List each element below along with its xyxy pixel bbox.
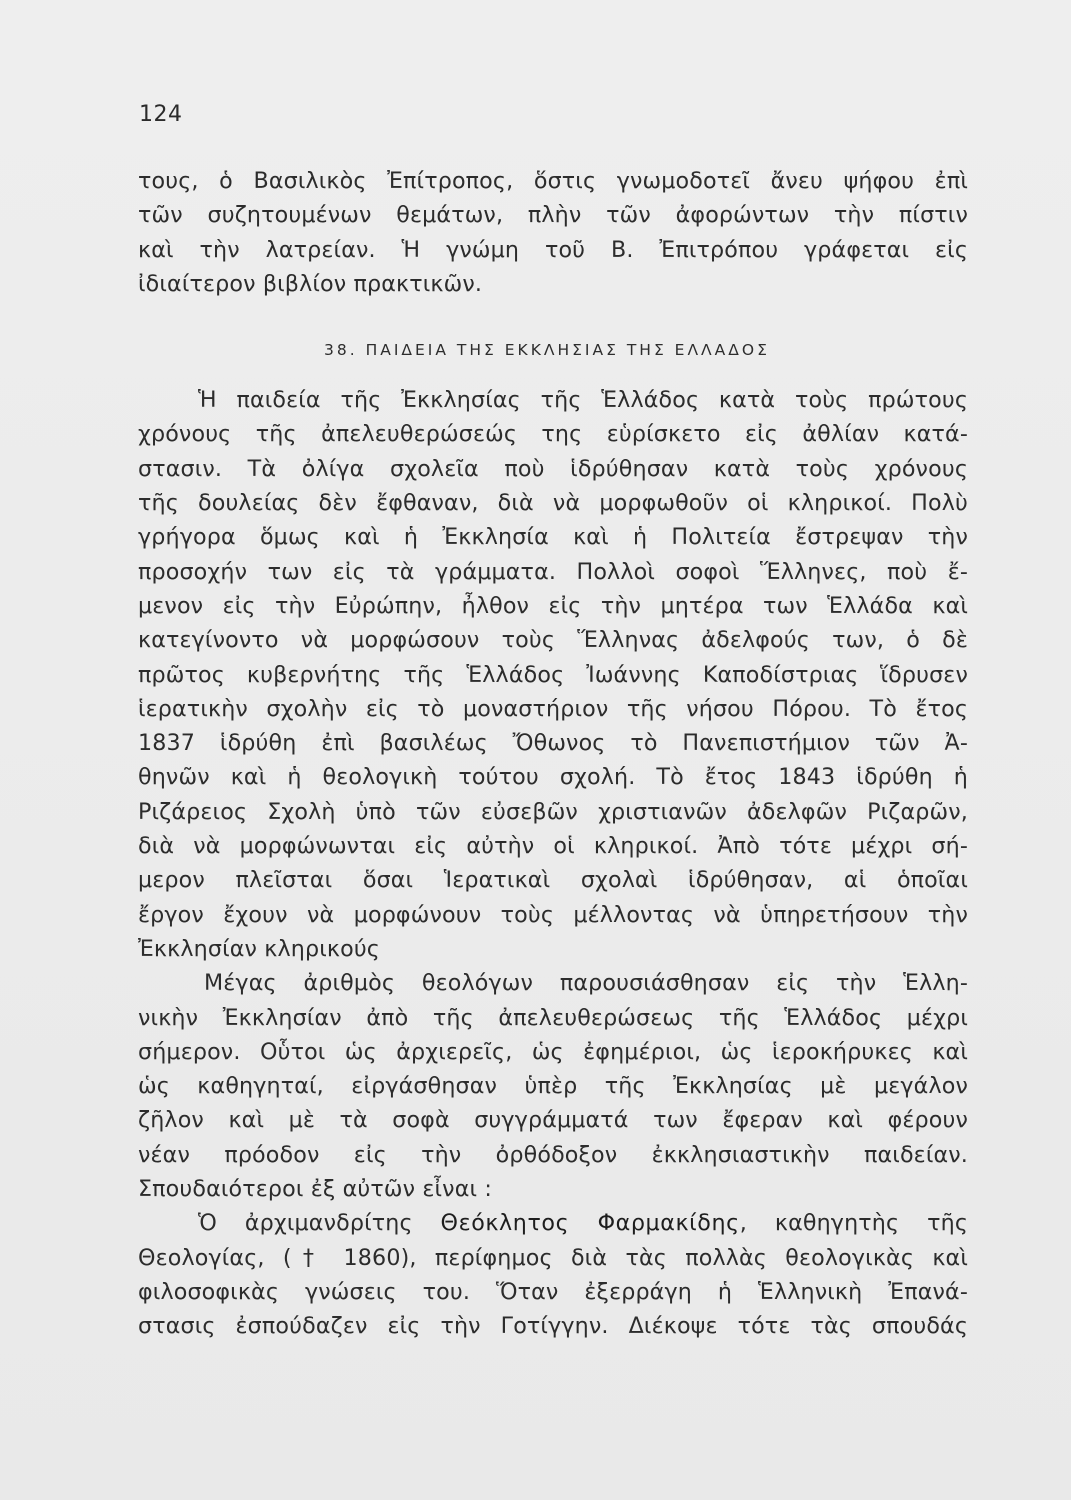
- text-line: Σπουδαιότεροι ἐξ αὐτῶν εἶναι :: [138, 1176, 492, 1203]
- paragraph-intro: [138, 164, 968, 301]
- text-line: γρήγορα ὅμως καὶ ἡ Ἐκκλησία καὶ ἡ Πολιτεία ἔστρεψαν τὴν: [138, 524, 968, 551]
- text-line: ἰδιαίτερον βιβλίον πρακτικῶν.: [138, 270, 483, 297]
- text-line: καὶ τὴν λατρείαν. Ἡ γνώμη τοῦ Β. Ἐπιτρόπου γράφεται εἰς: [138, 236, 968, 263]
- text-line: φιλοσοφικὰς γνώσεις του. Ὅταν ἐξερράγη ἡ Ἑλληνικὴ Ἐπανά-: [138, 1278, 968, 1305]
- text-line: μερον πλεῖσται ὅσαι Ἱερατικαὶ σχολαὶ ἱδρύθησαν, αἱ ὁποῖαι: [138, 867, 968, 894]
- text-line: κατεγίνοντο νὰ μορφώσουν τοὺς Ἕλληνας ἀδελφούς των, ὁ δὲ: [138, 627, 968, 654]
- text-line: διὰ νὰ μορφώνωνται εἰς αὐτὴν οἱ κληρικοί. Ἀπὸ τότε μέχρι σή-: [138, 833, 968, 860]
- page-number: 124: [139, 102, 183, 127]
- text-line: Μέγας ἀριθμὸς θεολόγων παρουσιάσθησαν εἰς τὴν Ἑλλη-: [204, 970, 968, 997]
- page-content: [138, 164, 968, 1344]
- text-line: Θεολογίας, († 1860), περίφημος διὰ τὰς πολλὰς θεολογικὰς καὶ: [138, 1244, 968, 1271]
- paragraph-theologians: [138, 966, 968, 1206]
- text-line: Ἡ παιδεία τῆς Ἐκκλησίας τῆς Ἑλλάδος κατὰ τοὺς πρώτους: [198, 387, 968, 414]
- text-line: ὡς καθηγηταί, εἰργάσθησαν ὑπὲρ τῆς Ἐκκλησίας μὲ μεγάλον: [138, 1073, 968, 1100]
- paragraph-farmakidis: [138, 1206, 968, 1343]
- text-line: τῶν συζητουμένων θεμάτων, πλὴν τῶν ἀφορώντων τὴν πίστιν: [138, 202, 968, 229]
- text-line: νικὴν Ἐκκλησίαν ἀπὸ τῆς ἀπελευθερώσεως τῆς Ἑλλάδος μέχρι: [138, 1004, 968, 1031]
- text-line: ζῆλον καὶ μὲ τὰ σοφὰ συγγράμματά των ἔφεραν καὶ φέρουν: [138, 1107, 968, 1134]
- section-heading: 38. ΠΑΙΔΕΙΑ ΤΗΣ ΕΚΚΛΗΣΙΑΣ ΤΗΣ ΕΛΛΑΔΟΣ: [324, 341, 770, 360]
- text-line: 1837 ἱδρύθη ἐπὶ βασιλέως Ὄθωνος τὸ Πανεπιστήμιον τῶν Ἀ-: [138, 730, 968, 757]
- text-fragment: Ὁ ἀρχιμανδρίτης: [198, 1210, 441, 1237]
- text-line: ἱερατικὴν σχολὴν εἰς τὸ μοναστήριον τῆς νήσου Πόρου. Τὸ ἔτος: [138, 695, 968, 722]
- text-line: Ριζάρειος Σχολὴ ὑπὸ τῶν εὐσεβῶν χριστιανῶν ἀδελφῶν Ριζαρῶν,: [138, 798, 968, 825]
- paragraph-education: [138, 383, 968, 966]
- text-line: [138, 1206, 968, 1240]
- text-line: Ἐκκλησίαν κληρικούς: [138, 935, 380, 962]
- text-line: τους, ὁ Βασιλικὸς Ἐπίτροπος, ὅστις γνωμοδοτεῖ ἄνευ ψήφου ἐπὶ: [138, 168, 968, 194]
- text-line: προσοχήν των εἰς τὰ γράμματα. Πολλοὶ σοφοὶ Ἕλληνες, ποὺ ἔ-: [138, 558, 968, 585]
- person-name: Θεόκλητος Φαρμακίδης: [440, 1210, 740, 1237]
- text-line: σήμερον. Οὗτοι ὡς ἀρχιερεῖς, ὡς ἐφημέριοι, ὡς ἱεροκήρυκες καὶ: [138, 1038, 968, 1065]
- text-line: στασις ἐσπούδαζεν εἰς τὴν Γοτίγγην. Διέκοψε τότε τὰς σπουδάς: [138, 1313, 968, 1340]
- text-line: πρῶτος κυβερνήτης τῆς Ἑλλάδος Ἰωάννης Καποδίστριας ἵδρυσεν: [138, 661, 968, 688]
- text-line: μενον εἰς τὴν Εὐρώπην, ἦλθον εἰς τὴν μητέρα των Ἑλλάδα καὶ: [138, 592, 968, 619]
- text-line: νέαν πρόοδον εἰς τὴν ὀρθόδοξον ἐκκλησιαστικὴν παιδείαν.: [138, 1141, 968, 1168]
- text-fragment: , καθηγητὴς τῆς: [739, 1210, 968, 1237]
- text-line: τῆς δουλείας δὲν ἔφθαναν, διὰ νὰ μορφωθοῦν οἱ κληρικοί. Πολὺ: [138, 490, 968, 517]
- text-line: στασιν. Τὰ ὀλίγα σχολεῖα ποὺ ἱδρύθησαν κατὰ τοὺς χρόνους: [138, 455, 968, 482]
- text-line: ἔργον ἔχουν νὰ μορφώνουν τοὺς μέλλοντας νὰ ὑπηρετήσουν τὴν: [138, 901, 968, 928]
- text-line: χρόνους τῆς ἀπελευθερώσεώς της εὑρίσκετο εἰς ἀθλίαν κατά-: [138, 421, 968, 448]
- text-line: θηνῶν καὶ ἡ θεολογικὴ τούτου σχολή. Τὸ ἔτος 1843 ἱδρύθη ἡ: [138, 764, 968, 791]
